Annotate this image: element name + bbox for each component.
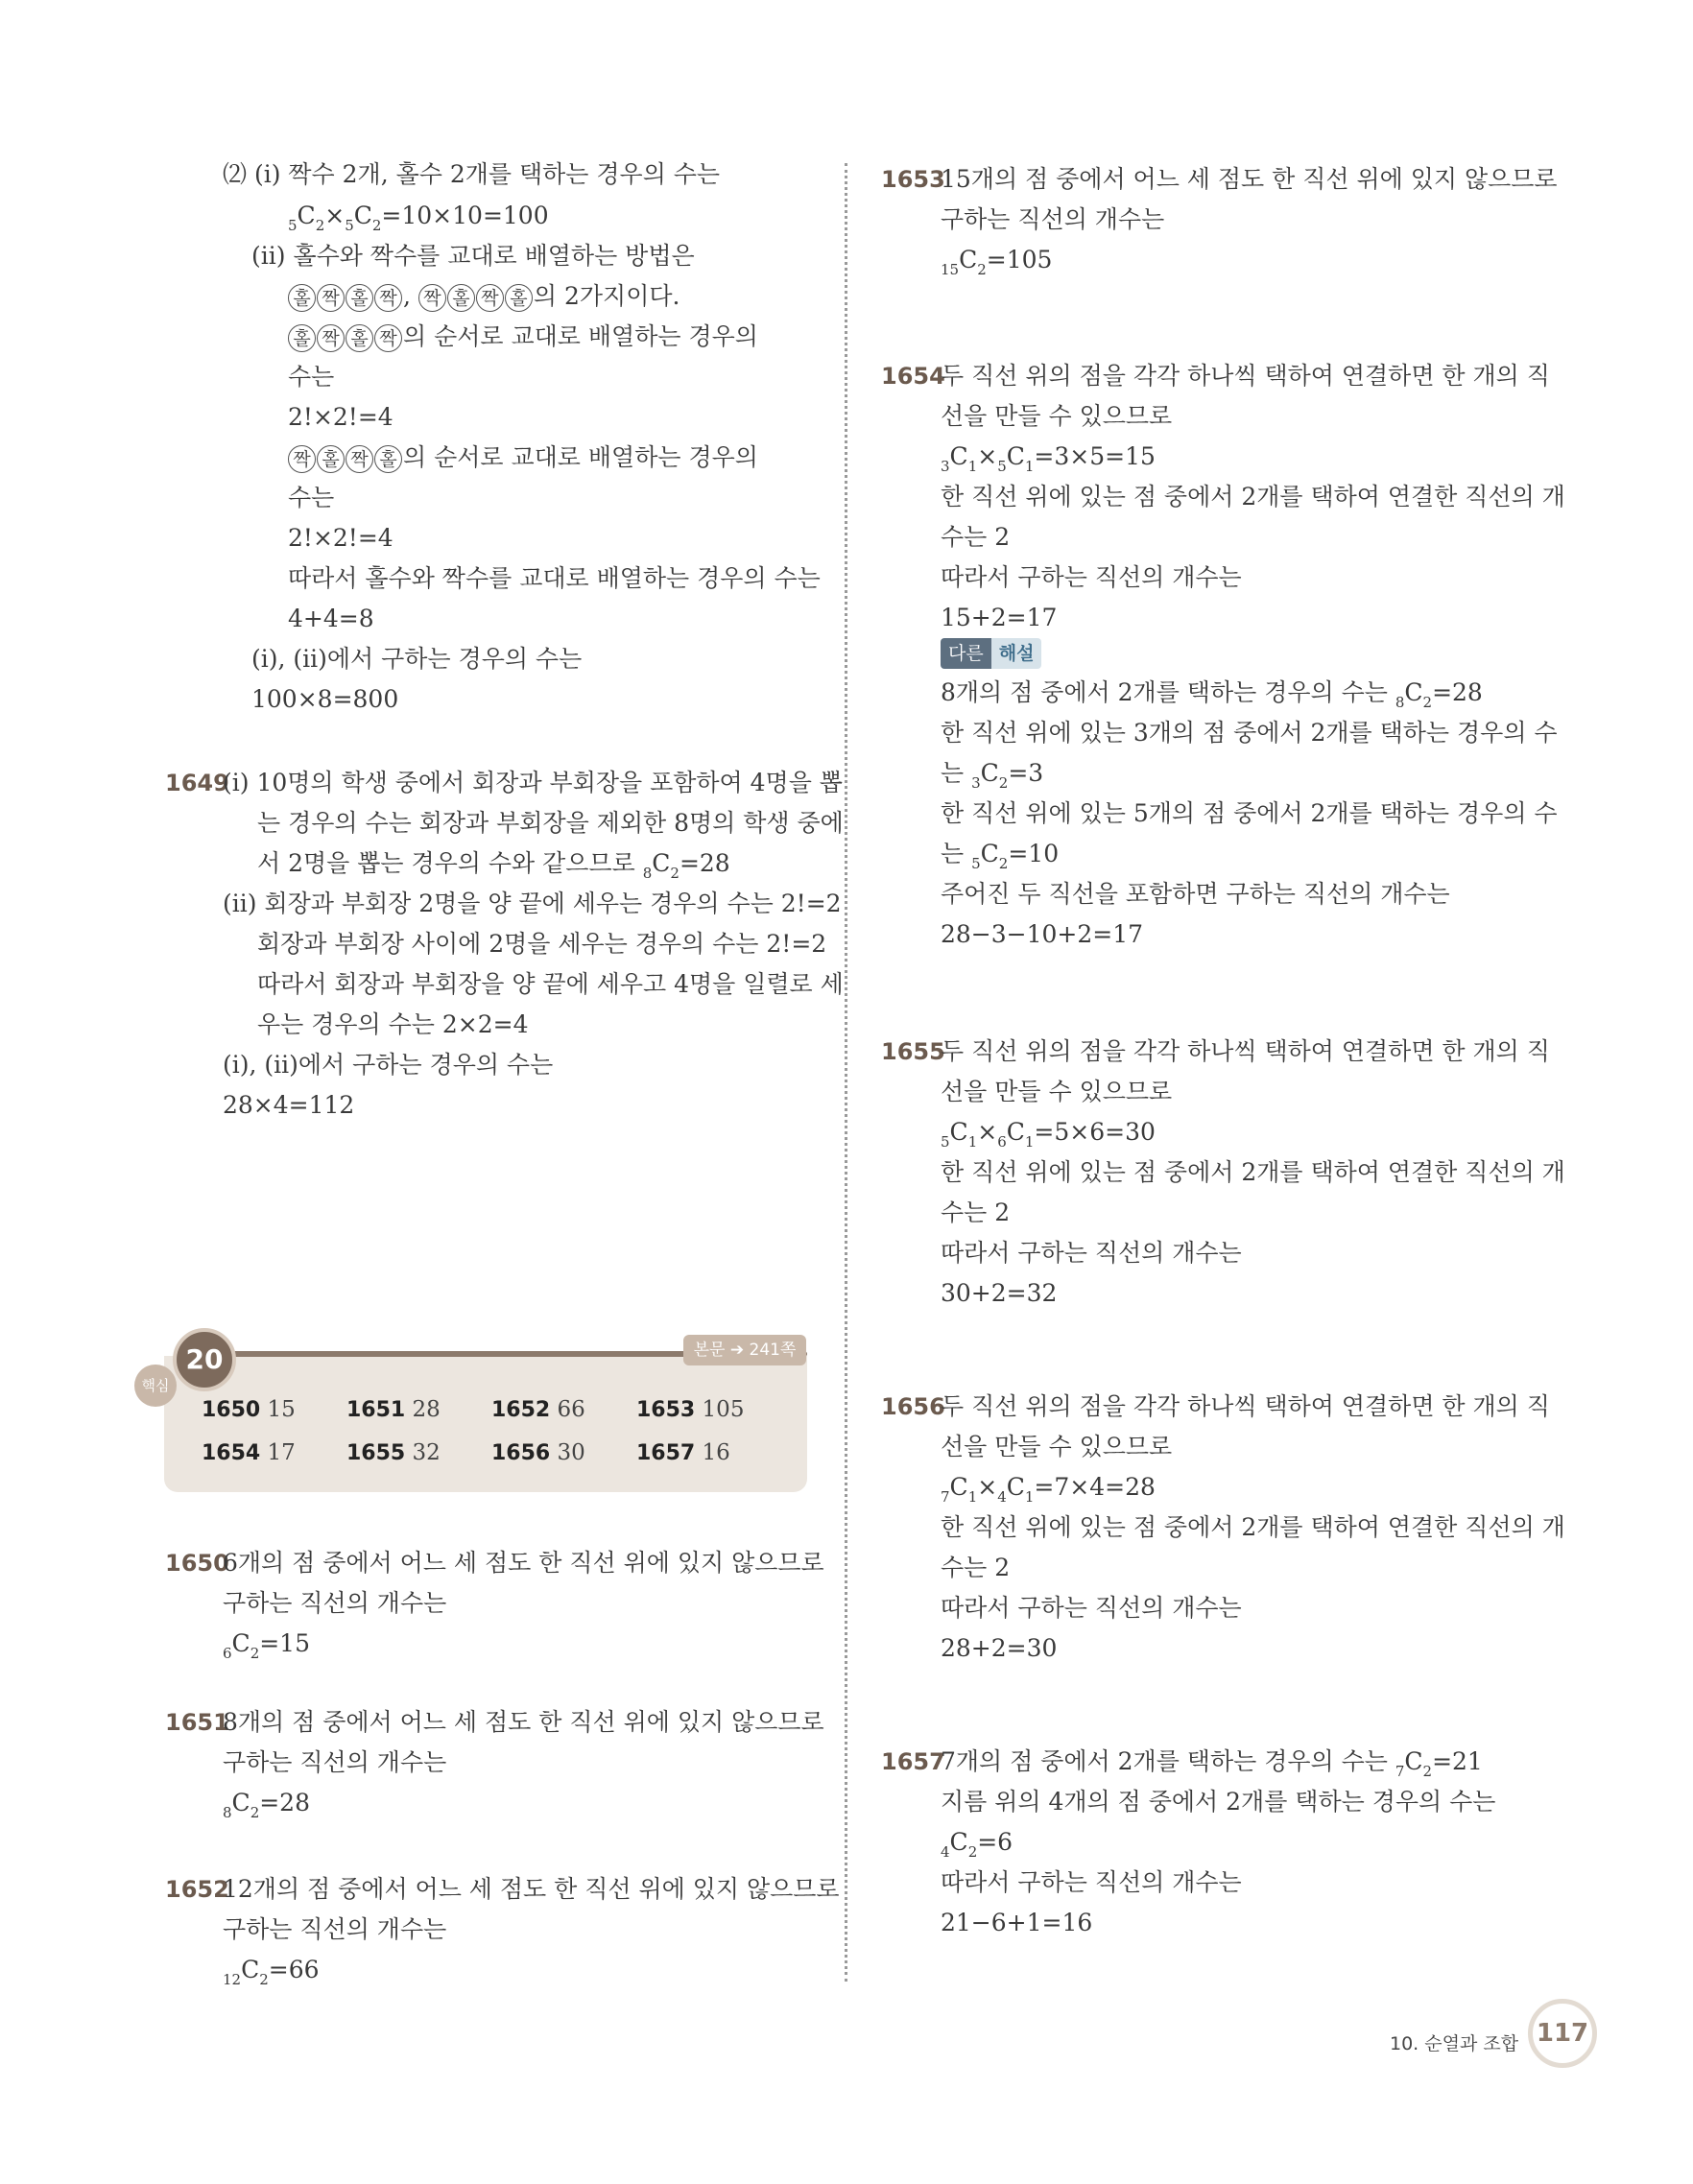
formula-line: 2!×2!=4	[288, 403, 393, 431]
text-line: 따라서 구하는 직선의 개수는	[941, 563, 1242, 591]
problem-number: 1651	[165, 1709, 229, 1736]
text-line: (ⅰ), (ⅱ)에서 구하는 경우의 수는	[223, 1051, 554, 1079]
circle-hol: 홀	[288, 284, 316, 312]
formula-line: 28−3−10+2=17	[941, 920, 1144, 948]
text-line: 우는 경우의 수는 2×2=4	[257, 1010, 529, 1038]
text-line: 따라서 회장과 부회장을 양 끝에 세우고 4명을 일렬로 세	[257, 970, 844, 998]
formula-line: 2!×2!=4	[288, 524, 393, 552]
pattern-line: 짝 홀 짝 홀 의 순서로 교대로 배열하는 경우의	[288, 443, 758, 473]
text-line: 회장과 부회장 사이에 2명을 세우는 경우의 수는 2!=2	[257, 930, 827, 958]
text-line: 한 직선 위에 있는 점 중에서 2개를 택하여 연결한 직선의 개	[941, 1513, 1565, 1541]
answer-item: 1652 66	[491, 1397, 585, 1422]
alt-solution-tag: 다른 해설	[941, 638, 1048, 669]
text-line: ⑵ (ⅰ) 짝수 2개, 홀수 2개를 택하는 경우의 수는	[223, 160, 721, 188]
circle-hol: 홀	[447, 284, 475, 312]
formula-line: $_{15}C_2=105$	[941, 246, 1053, 278]
answer-item: 1657 16	[636, 1440, 730, 1465]
chapter-title: 10. 순열과 조합	[1390, 2033, 1519, 2054]
text-line: 7개의 점 중에서 2개를 택하는 경우의 수는 $_7C_2=21$	[941, 1747, 1483, 1780]
formula-line: 30+2=32	[941, 1279, 1058, 1307]
section-badge: 20	[173, 1328, 236, 1391]
text-line: 구하는 직선의 개수는	[941, 205, 1165, 233]
problem-number: 1653	[881, 166, 945, 193]
formula-line: $_{12}C_2=66$	[223, 1956, 320, 1988]
problem-number: 1654	[881, 363, 945, 390]
text-line: 따라서 홀수와 짝수를 교대로 배열하는 경우의 수는	[288, 564, 821, 592]
circle-hol: 홀	[374, 445, 402, 473]
formula-line: 100×8=800	[251, 685, 399, 713]
column-divider	[845, 163, 847, 1982]
text-line: 한 직선 위에 있는 점 중에서 2개를 택하여 연결한 직선의 개	[941, 483, 1565, 510]
text-line: 구하는 직선의 개수는	[223, 1915, 447, 1943]
circle-hol: 홀	[317, 445, 345, 473]
formula-line: $_7C_1\times_4C_1=7\times 4=28$	[941, 1473, 1156, 1506]
formula-line: 28+2=30	[941, 1634, 1058, 1662]
text-line: 선을 만들 수 있으므로	[941, 1433, 1173, 1460]
text-line: 서 2명을 뽑는 경우의 수와 같으므로 $_8C_2=28$	[257, 849, 730, 882]
text-line: 지름 위의 4개의 점 중에서 2개를 택하는 경우의 수는	[941, 1788, 1496, 1816]
circle-hol: 홀	[505, 284, 533, 312]
text-line: 15개의 점 중에서 어느 세 점도 한 직선 위에 있지 않으므로	[941, 165, 1558, 193]
text-line: (ⅰ) 10명의 학생 중에서 회장과 부회장을 포함하여 4명을 뽑	[223, 769, 843, 796]
formula-line: 21−6+1=16	[941, 1909, 1093, 1936]
circle-jjak: 짝	[418, 284, 446, 312]
pattern-line: 홀 짝 홀 짝 의 순서로 교대로 배열하는 경우의	[288, 322, 758, 352]
text-line: 따라서 구하는 직선의 개수는	[941, 1239, 1242, 1267]
text-line: 두 직선 위의 점을 각각 하나씩 택하여 연결하면 한 개의 직	[941, 1037, 1550, 1065]
reference-tag: 본문 ➔ 241쪽	[683, 1335, 806, 1365]
text-line: 는 $_5C_2=10$	[941, 840, 1060, 872]
answer-item: 1650 15	[202, 1397, 296, 1422]
circle-jjak: 짝	[288, 445, 316, 473]
text-line: 12개의 점 중에서 어느 세 점도 한 직선 위에 있지 않으므로	[223, 1875, 840, 1903]
circle-jjak: 짝	[346, 445, 373, 473]
text-line: 8개의 점 중에서 2개를 택하는 경우의 수는 $_8C_2=28$	[941, 678, 1483, 711]
formula-line: $_5C_1\times_6C_1=5\times 6=30$	[941, 1118, 1156, 1151]
problem-number: 1652	[165, 1876, 229, 1903]
problem-number: 1656	[881, 1393, 945, 1420]
text-line: 두 직선 위의 점을 각각 하나씩 택하여 연결하면 한 개의 직	[941, 362, 1550, 390]
formula-line: $_4C_2=6$	[941, 1828, 1013, 1861]
answer-item: 1651 28	[346, 1397, 441, 1422]
formula-line: 28×4=112	[223, 1091, 355, 1119]
text-line: 는 경우의 수는 회장과 부회장을 제외한 8명의 학생 중에	[257, 809, 844, 837]
text-line: (ⅱ) 홀수와 짝수를 교대로 배열하는 방법은	[251, 242, 695, 270]
text-line: 따라서 구하는 직선의 개수는	[941, 1868, 1242, 1896]
circle-jjak: 짝	[317, 324, 345, 352]
text-line: 한 직선 위에 있는 3개의 점 중에서 2개를 택하는 경우의 수	[941, 719, 1558, 747]
text-line: 는 $_3C_2=3$	[941, 759, 1044, 792]
formula-line: $_6C_2=15$	[223, 1629, 310, 1662]
formula-line: $_5C_2\times_5C_2=10\times 10=100$	[288, 202, 549, 234]
text-line: 6개의 점 중에서 어느 세 점도 한 직선 위에 있지 않으므로	[223, 1549, 824, 1577]
answer-item: 1656 30	[491, 1440, 585, 1465]
problem-number: 1650	[165, 1550, 229, 1577]
text-line: 따라서 구하는 직선의 개수는	[941, 1594, 1242, 1622]
core-label: 핵심	[134, 1365, 177, 1407]
text-line: 선을 만들 수 있으므로	[941, 1078, 1173, 1105]
text-line: 선을 만들 수 있으므로	[941, 402, 1173, 430]
text-line: 수는	[288, 363, 335, 391]
answer-item: 1655 32	[346, 1440, 441, 1465]
circle-jjak: 짝	[476, 284, 504, 312]
text-line: 한 직선 위에 있는 점 중에서 2개를 택하여 연결한 직선의 개	[941, 1158, 1565, 1186]
circle-hol: 홀	[288, 324, 316, 352]
text-line: (ⅱ) 회장과 부회장 2명을 양 끝에 세우는 경우의 수는 2!=2	[223, 890, 842, 917]
text-line: 수는 2	[941, 1199, 1011, 1226]
text-line: 수는 2	[941, 523, 1011, 551]
text-line: 두 직선 위의 점을 각각 하나씩 택하여 연결하면 한 개의 직	[941, 1392, 1550, 1420]
formula-line: 15+2=17	[941, 604, 1058, 631]
text-line: 주어진 두 직선을 포함하면 구하는 직선의 개수는	[941, 880, 1450, 908]
problem-number: 1649	[165, 770, 229, 796]
page-number: 117	[1528, 1999, 1597, 2068]
answer-item: 1654 17	[202, 1440, 296, 1465]
text-line: 수는 2	[941, 1554, 1011, 1581]
formula-line: $_3C_1\times_5C_1=3\times 5=15$	[941, 442, 1156, 475]
text-line: 구하는 직선의 개수는	[223, 1589, 447, 1617]
text-line: 한 직선 위에 있는 5개의 점 중에서 2개를 택하는 경우의 수	[941, 799, 1558, 827]
answer-item: 1653 105	[636, 1397, 745, 1422]
problem-number: 1655	[881, 1038, 945, 1065]
text-line: 8개의 점 중에서 어느 세 점도 한 직선 위에 있지 않으므로	[223, 1708, 824, 1736]
circle-hol: 홀	[346, 284, 373, 312]
text-line: (ⅰ), (ⅱ)에서 구하는 경우의 수는	[251, 645, 583, 673]
text-line: 수는	[288, 484, 335, 511]
pattern-line: 홀 짝 홀 짝 , 짝 홀 짝 홀 의 2가지이다.	[288, 282, 680, 312]
problem-number: 1657	[881, 1748, 945, 1775]
circle-jjak: 짝	[374, 324, 402, 352]
circle-jjak: 짝	[317, 284, 345, 312]
circle-hol: 홀	[346, 324, 373, 352]
formula-line: 4+4=8	[288, 605, 374, 632]
text-line: 구하는 직선의 개수는	[223, 1748, 447, 1776]
formula-line: $_8C_2=28$	[223, 1789, 310, 1821]
circle-jjak: 짝	[374, 284, 402, 312]
